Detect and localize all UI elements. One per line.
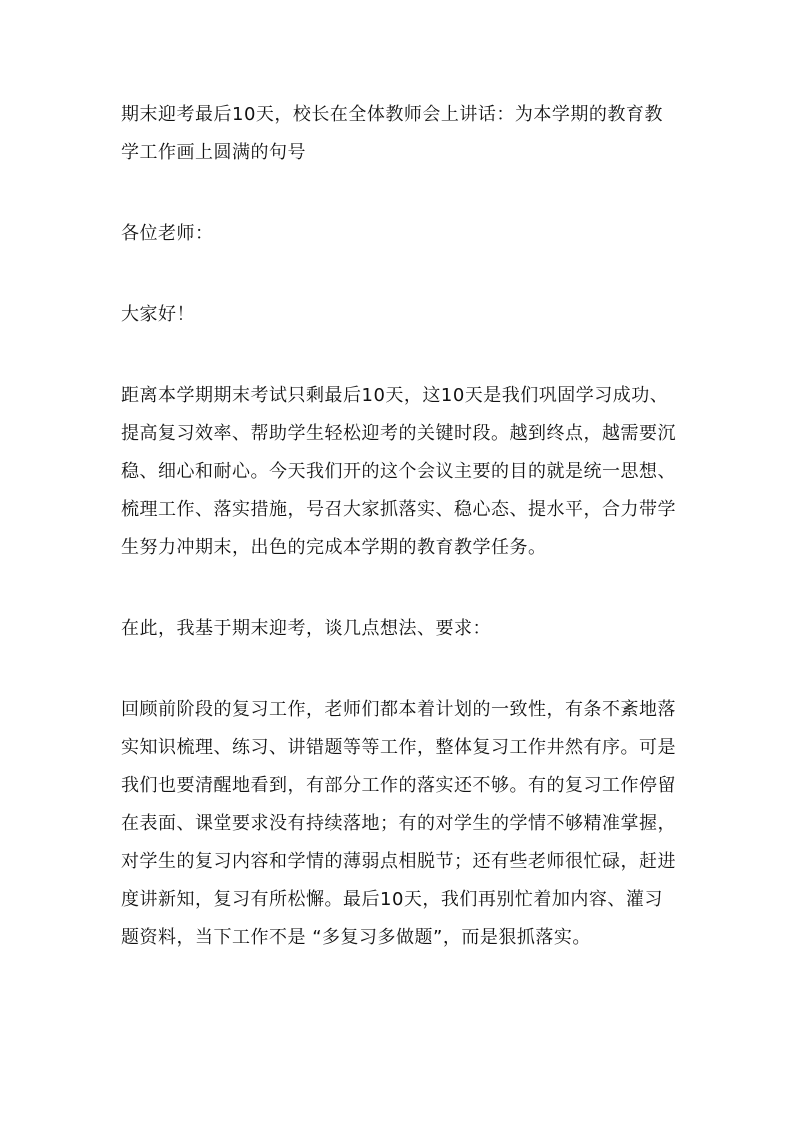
paragraph-1: 距离本学期期末考试只剩最后10天，这10天是我们巩固学习成功、提高复习效率、帮助学生轻松迎考的关键时段。越到终点，越需要沉稳、细心和耐心。今天我们开的这个会议主要的目的就是统一思想、梳理工作、落实措施，号召大家抓落实、稳心态、提水平，合力带学生努力冲期末，出色的完成本学期的教育教学任务。 [121,385,676,558]
greeting: 大家好！ [121,304,195,325]
salutation: 各位老师： [121,223,214,244]
paragraph-3: 回顾前阶段的复习工作，老师们都本着计划的一致性，有条不紊地落实知识梳理、练习、讲错题等等工作，整体复习工作井然有序。可是我们也要清醒地看到，有部分工作的落实还不够。有的复习工作停留在表面、课堂要求没有持续落地；有的对学生的学情不够精准掌握，对学生的复习内容和学情的薄弱点相脱节；还有些老师很忙碌，赶进度讲新知，复习有所松懈。最后10天，我们再别忙着加内容、灌习题资料，当下工作不是 “多复习多做题”，而是狠抓落实。 [121,699,676,948]
document-body [121,96,681,1000]
paragraph-2: 在此，我基于期末迎考，谈几点想法、要求： [121,618,491,639]
document-title: 期末迎考最后10天，校长在全体教师会上讲话：为本学期的教育教学工作画上圆满的句号 [121,104,663,163]
